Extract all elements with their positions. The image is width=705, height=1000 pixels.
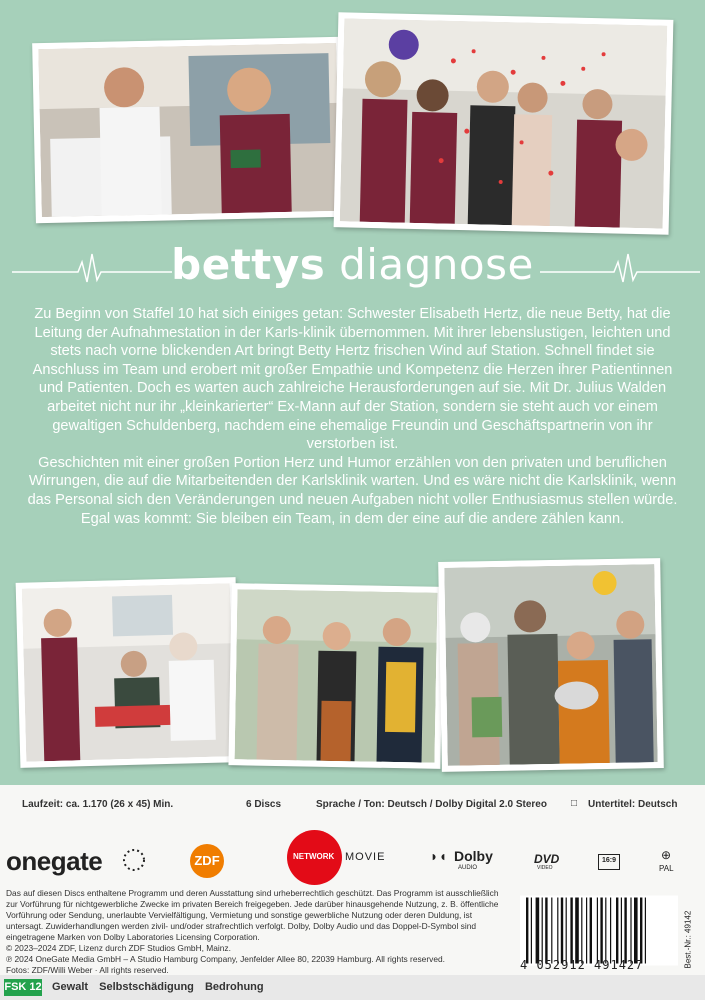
barcode-digits: 4 052912 491427 [520,958,644,972]
discs-info: 6 Discs [246,799,282,810]
technical-info-bar [22,796,683,814]
dvd-logo [534,852,574,876]
show-title [0,240,705,289]
barcode-bar [630,898,631,964]
aspect-ratio-text: 16:9 [601,857,616,864]
legal-copyright-notice: Das auf diesen Discs enthaltene Programm und deren Ausstattung sind urheberrechtlich geschützt. Das Programm ist ausschließlich zur Vorführung für nichtgewerbliche Zwecke im privaten Bereich freigegeben. Jede darüber hinausgehende Nutzung, z. B. öffentliche Vorführung oder Sendung, unerlaubte Vervielfältigung, Vermietung und sonstige gewerbliche Nutzung oder deren Duldung, ist untersagt. Zuwiderhandlungen werden zivil- und/oder strafrechtlich verfolgt. Dolby, Dolby Audio und das Doppel-D-Symbol sind eingetragene Marken von Dolby Laboratories Licensing Corporation. [6,888,499,942]
photo-exam-room [16,577,241,768]
dolby-audio-text: AUDIO [458,865,478,871]
legal-text [6,888,511,976]
title-part-diagnose: diagnose [325,240,534,289]
dolby-double-d-icon: ◗◖ [430,848,447,864]
barcode-bar [621,898,622,964]
pal-globe-icon: ⊕ [661,848,672,862]
subtitles-info: Untertitel: Deutsch [588,799,678,810]
photo-party [334,12,674,235]
barcode-bar [634,898,638,964]
synopsis [22,305,683,528]
synopsis-paragraph-1: Zu Beginn von Staffel 10 hat sich einiges getan: Schwester Elisabeth Hertz, die neue Betty, hat die Leitung der Aufnahmestation in der Karls-klinik übernommen. Mit ihrer lebenslustigen, leichten und stets nach vorne blickenden Art bringt Betty Hertz frischen Wind auf Station. Schnell findet sie Anschluss im Team und erobert mit großer Empathie und Kompetenz die Herzen ihrer Patientinnen und Patienten. Doch es warten auch zahlreiche Herausforderungen auf sie. Mit Dr. Julius Walden arbeitet nicht nur ihr „kleinkarierter“ Ex-Mann auf der Station, sondern sie steht auch vor einem gewaltigen Schuldenberg, nachdem eine ehemalige Freundin und Geschäftspartnerin von ihr verstorben ist. [32,306,673,453]
synopsis-paragraph-2: Geschichten mit einer großen Portion Herz und Humor erzählen von den privaten und beruflichen Wirrungen, die auf die Mitarbeitenden der Karlsklinik warten. Und es wäre nicht die Karlsklinik, wenn das Personal sich den Veränderungen und neuen Aufgaben nicht voller Enthusiasmus stellen würde. Egal was kommt: Sie bleiben ein Team, in dem der eine auf die andere zählen kann. [27,454,678,527]
descriptor-threat: Bedrohung [204,981,264,993]
stereo-icon: □ [571,798,578,809]
photo-baby [438,558,664,772]
audio-info: Sprache / Ton: Deutsch / Dolby Digital 2.0 Stereo [316,799,547,810]
barcode-bar [561,898,563,964]
legal-onegate: ℗ 2024 OneGate Media GmbH – A Studio Hamburg Company, Jenfelder Allee 80, 22039 Hamburg. All rights reserved. [6,954,445,964]
title-part-bettys: bettys [171,240,326,289]
pal-logo [655,848,685,878]
barcode-bar [586,898,587,964]
barcode-bar [531,898,532,964]
dolby-text: Dolby [454,848,493,864]
barcode-bar [581,898,582,964]
zdf-logo [190,844,224,878]
logos-row [0,820,705,890]
barcode-bar [526,898,528,964]
barcode-bar [605,898,606,964]
dvd-video-text: VIDEO [537,865,553,871]
descriptor-self-harm: Selbstschädigung [99,981,194,993]
movie-text: MOVIE [345,851,386,863]
legal-zdf-license: © 2023–2024 ZDF, Lizenz durch ZDF Studios GmbH, Mainz. [6,943,231,953]
pal-text: PAL [659,864,674,873]
photo-toast [228,583,443,769]
order-number [680,890,694,970]
barcode-bar [624,898,626,964]
barcode-bar [616,898,618,964]
barcode-bar [557,898,558,964]
order-number-text: Best.-Nr.: 49142 [683,910,693,969]
barcode-bar [600,898,602,964]
dvd-text: DVD [534,852,560,866]
aspect-ratio-badge [598,854,620,870]
legal-photo-credits: Fotos: ZDF/Willi Weber · All rights reserved. [6,965,169,975]
onegate-logo [6,842,126,882]
photo-doctor-nurse [32,37,346,223]
descriptor-violence: Gewalt [52,981,89,993]
barcode-bar [570,898,572,964]
barcode-bar [536,898,540,964]
zdf-logo-text: ZDF [194,853,220,868]
onegate-dots-icon [122,848,146,872]
content-descriptors [52,979,272,996]
barcode-bar [542,898,543,964]
barcode-bar [610,898,611,964]
title-row [0,238,705,298]
barcode-bar [640,898,642,964]
barcode-bar [575,898,579,964]
onegate-logo-text: onegate [6,846,103,876]
rating-bar [0,975,705,1000]
network-movie-logo [287,830,407,885]
dolby-logo [430,848,500,878]
network-text: NETWORK [293,852,335,861]
barcode-bar [566,898,567,964]
barcode-bar [551,898,552,964]
fsk-badge: FSK 12 [4,979,42,996]
runtime-info: Laufzeit: ca. 1.170 (26 x 45) Min. [22,799,174,810]
barcode-bar [597,898,598,964]
barcode-bar [590,898,592,964]
barcode-bar [645,898,646,964]
barcode-bar [545,898,547,964]
